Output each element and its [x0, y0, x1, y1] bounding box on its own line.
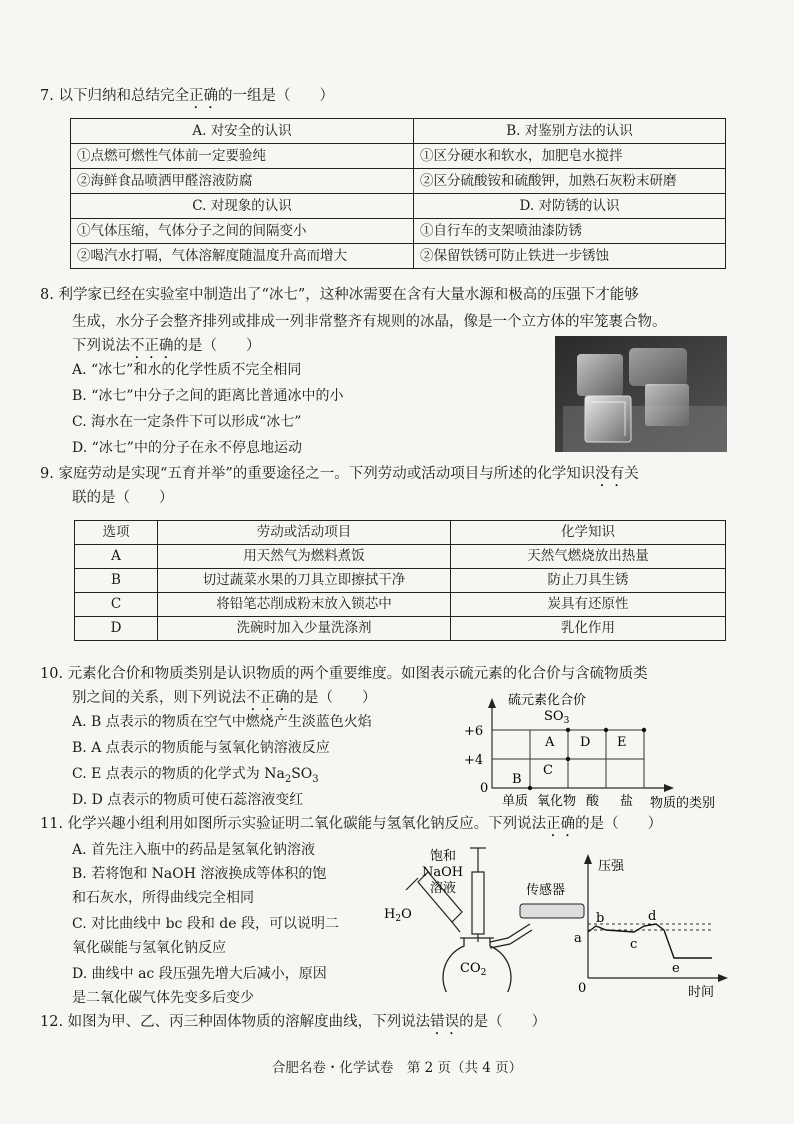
q10-option-c: C. E 点表示的物质的化学式为 $Na_2SO_3$ — [72, 766, 319, 785]
q8-option-a: A. “冰七”和水的化学性质不完全相同 — [72, 362, 302, 378]
q8-option-c: C. 海水在一定条件下可以形成“冰七” — [72, 414, 302, 430]
xtick-oxide: 氧化物 — [537, 794, 577, 809]
svg-text:a: a — [574, 931, 582, 946]
label-a: A — [545, 735, 555, 750]
label-d: D — [580, 735, 591, 750]
naoh-syringe — [470, 848, 486, 942]
q7-stem: 7. 以下归纳和总结完全正确的一组是（ ） — [40, 88, 334, 104]
svg-text:时间: 时间 — [688, 985, 715, 998]
pressure-curve — [588, 924, 712, 958]
q7-table: A. 对安全的认识 B. 对鉴别方法的认识 ①点燃可燃性气体前一定要验纯 ①区分硬水和软水，加肥皂水搅拌 ②海鲜食品喷洒甲醛溶液防腐 ②区分硫酸铵和硫酸钾，加熟石灰粉末研磨 C. 对现象的认识 D. 对防锈的认识 ①气体压缩，气体分子之间的间隔变小 ①自行车的支架喷油漆防锈 ②喝汽水打嗝，气体溶解度随温度升高而增大 ②保留铁锈可防止铁进一步锈蚀 — [70, 118, 726, 269]
q11-option-c-2: 氧化碳能与氢氧化钠反应 — [72, 940, 226, 956]
ice-cube-photo — [555, 336, 727, 452]
experiment-apparatus — [380, 842, 590, 992]
q10-option-d: D. D 点表示的物质可使石蕊溶液变红 — [72, 792, 304, 808]
water-label: $H_2O$ — [384, 907, 412, 924]
q10-line1: 10. 元素化合价和物质类别是认识物质的两个重要维度。如图表示硫元素的化合价与含硫物质类 — [40, 666, 648, 682]
svg-text:NaOH: NaOH — [422, 865, 464, 880]
q9-line1: 9. 家庭劳动是实现“五育并举”的重要途径之一。下列劳动或活动项目与所述的化学知识没有关 — [40, 466, 639, 482]
q9-line2: 联的是（ ） — [72, 490, 174, 506]
q11-option-d-1: D. 曲线中 ac 段压强先增大后减小，原因 — [72, 966, 327, 982]
q10-line2: 别之间的关系，则下列说法不正确的是（ ） — [72, 690, 377, 706]
point-so3 — [566, 728, 570, 732]
q12-stem: 12. 如图为甲、乙、丙三种固体物质的溶解度曲线，下列说法错误的是（ ） — [40, 1014, 547, 1030]
chart-ylabel: 硫元素化合价 — [508, 693, 587, 708]
q9-table: 选项 劳动或活动项目 化学知识 A 用天然气为燃料煮饭 天然气燃烧放出热量 B 切过蔬菜水果的刀具立即擦拭干净 防止刀具生锈 C 将铅笔芯削成粉末放入锁芯中 炭具有还原性 D 洗碗时加入少量洗涤剂 乳化作用 — [74, 520, 726, 641]
q10-option-b: B. A 点表示的物质能与氢氧化钠溶液反应 — [72, 740, 330, 756]
flask-co2-label: $CO_2$ — [460, 961, 487, 978]
point-c — [566, 757, 570, 761]
svg-text:溶液: 溶液 — [430, 881, 457, 896]
q8-option-d: D. “冰七”中的分子在永不停息地运动 — [72, 440, 302, 456]
q11-option-c-1: C. 对比曲线中 bc 段和 de 段，可以说明二 — [72, 916, 339, 932]
point-d — [604, 728, 608, 732]
q11-option-b-1: B. 若将饱和 NaOH 溶液换成等体积的饱 — [72, 866, 327, 882]
q11-option-b-2: 和石灰水，所得曲线完全相同 — [72, 890, 254, 906]
q11-option-a: A. 首先注入瓶中的药品是氢氧化钠溶液 — [72, 842, 316, 858]
label-b: B — [512, 772, 522, 787]
ytick-0: 0 — [480, 781, 489, 796]
q11-option-d-2: 是二氧化碳气体先变多后变少 — [72, 990, 254, 1006]
svg-text:压强: 压强 — [598, 859, 625, 874]
svg-text:d: d — [648, 909, 657, 924]
page-footer: 合肥名卷・化学试卷 第 2 页（共 4 页） — [271, 1060, 523, 1076]
q10-option-a: A. B 点表示的物质在空气中燃烧产生淡蓝色火焰 — [72, 714, 372, 730]
svg-text:b: b — [596, 911, 605, 926]
svg-text:c: c — [630, 937, 638, 952]
pressure-time-graph — [572, 850, 732, 998]
q11-line1: 11. 化学兴趣小组利用如图所示实验证明二氧化碳能与氢氧化钠反应。下列说法正确的是（ ） — [40, 816, 663, 832]
point-e — [642, 728, 646, 732]
sensor-label: 传感器 — [526, 883, 566, 898]
chart-xlabel: 物质的类别 — [650, 796, 716, 811]
q8-line1: 8. 利学家已经在实验室中制造出了“冰七”，这种冰需要在含有大量水源和极高的压强下才能够 — [40, 287, 639, 303]
point-b — [528, 786, 532, 790]
q8-option-b: B. “冰七”中分子之间的距离比普通冰中的小 — [72, 388, 344, 404]
q8-line2: 生成，水分子会整齐排列或排成一列非常整齐有规则的冰晶，像是一个立方体的牢笼裹合物。 — [72, 314, 667, 330]
ytick-plus6: +6 — [464, 724, 484, 739]
xtick-salt: 盐 — [620, 794, 634, 809]
round-flask — [443, 924, 532, 992]
sulfur-valence-chart — [460, 688, 730, 812]
ytick-plus4: +4 — [464, 753, 484, 768]
xtick-element: 单质 — [502, 794, 529, 809]
svg-text:e: e — [672, 961, 680, 976]
label-e: E — [617, 735, 627, 750]
label-c: C — [543, 763, 553, 778]
so3-label: $SO_3$ — [544, 709, 570, 726]
svg-text:饱和: 饱和 — [430, 849, 457, 864]
q8-line3: 下列说法不正确的是（ ） — [72, 338, 261, 354]
svg-text:0: 0 — [578, 981, 587, 996]
xtick-acid: 酸 — [586, 794, 600, 809]
